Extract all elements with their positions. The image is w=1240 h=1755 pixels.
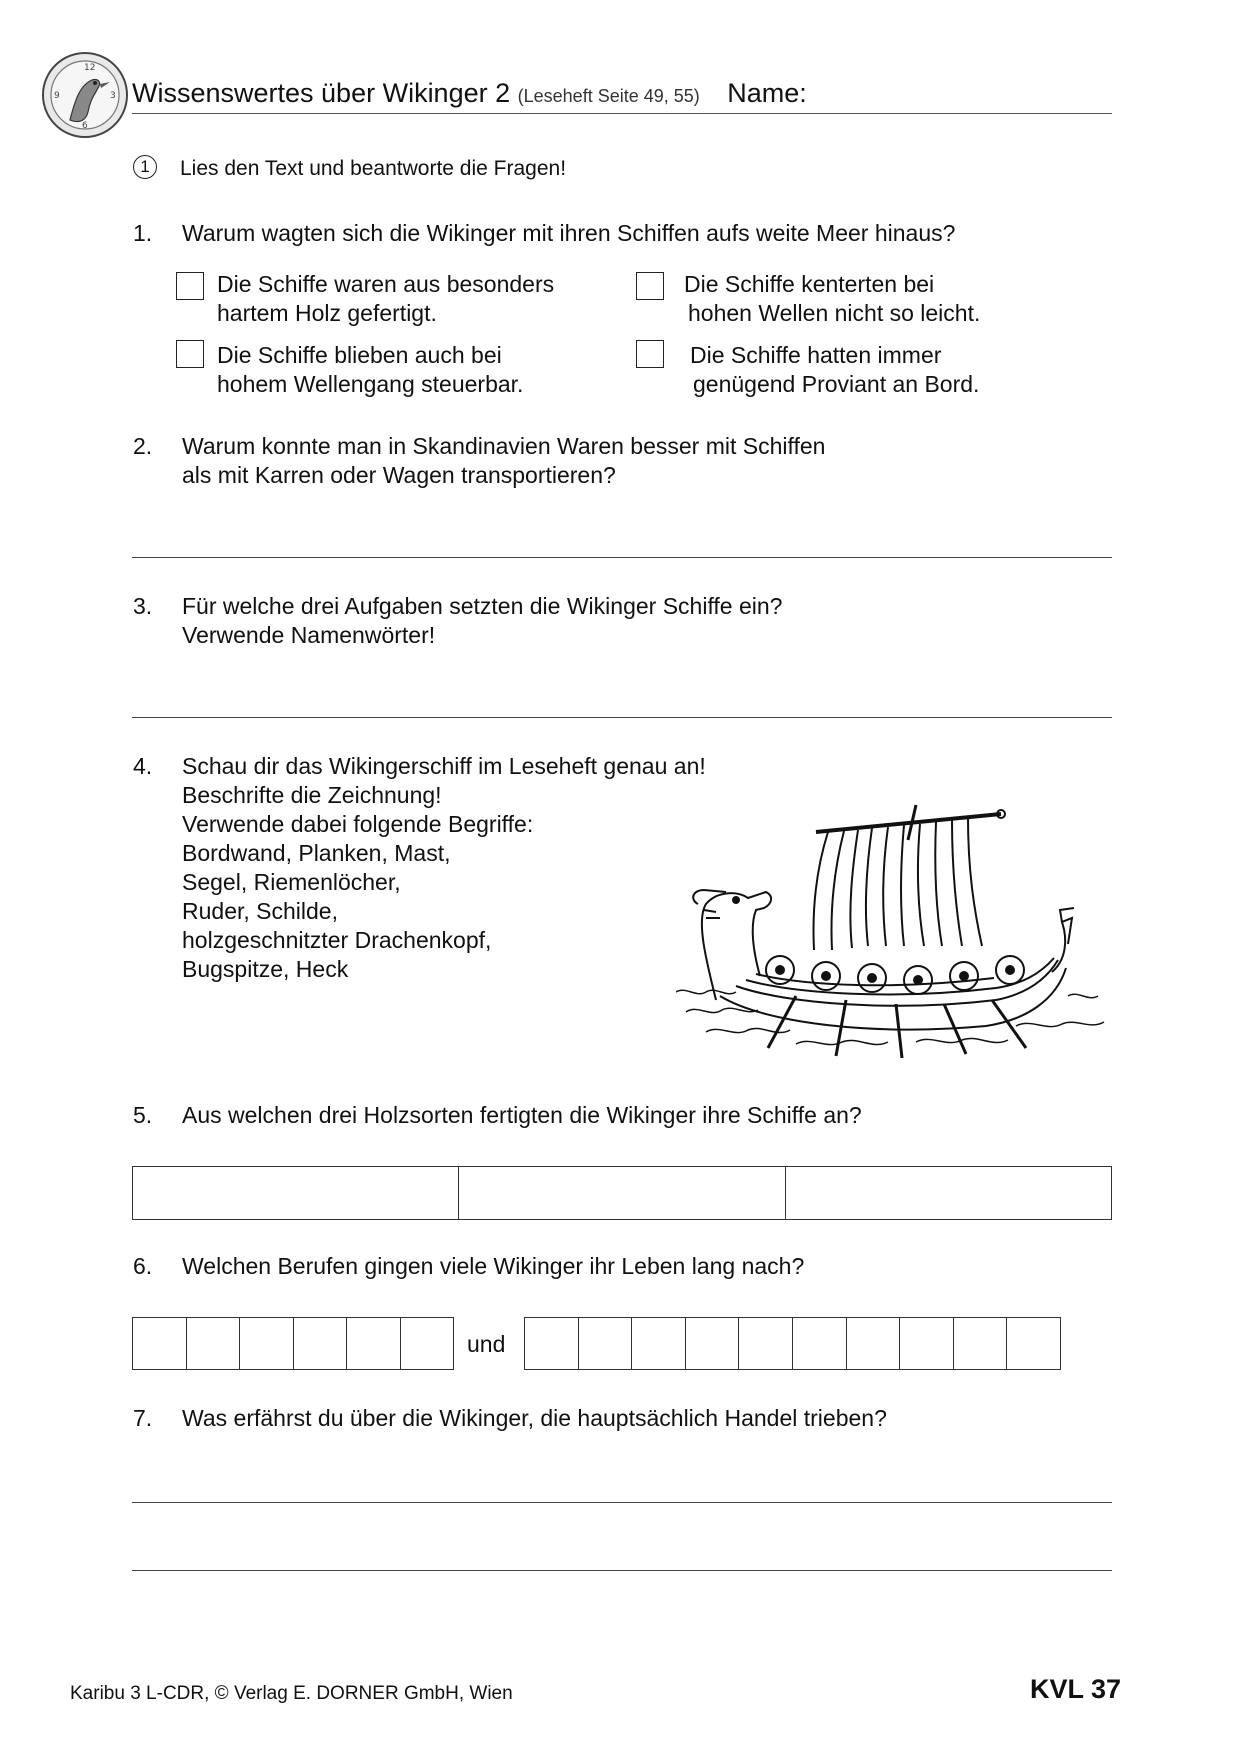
- answer-line-7b[interactable]: [132, 1570, 1112, 1571]
- answer-line-2[interactable]: [132, 557, 1112, 558]
- question-3-line2: Verwende Namenwörter!: [182, 622, 436, 648]
- clock-bird-logo: [40, 50, 130, 140]
- title-text: Wissenswertes über Wikinger 2: [132, 78, 511, 108]
- question-2-line1: Warum konnte man in Skandinavien Waren besser mit Schiffen: [182, 433, 826, 459]
- wood-answer-cell-2[interactable]: [459, 1167, 785, 1220]
- letter-box[interactable]: [186, 1318, 240, 1370]
- option-1-line1: Die Schiffe waren aus besonders: [217, 271, 555, 297]
- question-4-term-line4: holzgeschnitzter Drachenkopf,: [182, 927, 492, 953]
- letter-box[interactable]: [792, 1318, 846, 1370]
- title-underline: [132, 113, 1112, 114]
- question-1-number: 1.: [133, 220, 153, 246]
- wood-answer-table: [132, 1166, 1112, 1220]
- letter-box[interactable]: [739, 1318, 793, 1370]
- question-5-text: Aus welchen drei Holzsorten fertigten die Wikinger ihre Schiffe an?: [182, 1102, 862, 1128]
- letter-box[interactable]: [133, 1318, 187, 1370]
- question-2-line2: als mit Karren oder Wagen transportieren?: [182, 462, 616, 488]
- page-title: [132, 78, 807, 109]
- question-2-number: 2.: [133, 433, 153, 459]
- letter-box[interactable]: [293, 1318, 347, 1370]
- question-4-term-line2: Segel, Riemenlöcher,: [182, 869, 401, 895]
- page-code: KVL 37: [1030, 1674, 1122, 1704]
- instruction-text: Lies den Text und beantworte die Fragen!: [180, 157, 567, 180]
- option-3-line1: Die Schiffe blieben auch bei: [217, 342, 502, 368]
- instruction-number: 1: [133, 155, 157, 179]
- question-6-text: Welchen Berufen gingen viele Wikinger ihr Leben lang nach?: [182, 1253, 805, 1279]
- question-4-term-line5: Bugspitze, Heck: [182, 956, 349, 982]
- viking-ship-illustration: [676, 800, 1106, 1062]
- option-3-checkbox[interactable]: [176, 340, 204, 368]
- letter-box[interactable]: [400, 1318, 454, 1370]
- svg-text:9: 9: [54, 91, 60, 101]
- svg-text:3: 3: [110, 91, 116, 101]
- svg-text:6: 6: [82, 121, 88, 131]
- letter-box[interactable]: [578, 1318, 632, 1370]
- profession-1-letter-grid: [132, 1317, 454, 1370]
- title-source: (Leseheft Seite 49, 55): [517, 86, 700, 106]
- option-4-line1: Die Schiffe hatten immer: [690, 342, 942, 368]
- wood-answer-cell-3[interactable]: [785, 1167, 1111, 1220]
- option-4-line2: genügend Proviant an Bord.: [693, 371, 980, 397]
- profession-2-letter-grid: [524, 1317, 1061, 1370]
- letter-box[interactable]: [525, 1318, 579, 1370]
- question-4-number: 4.: [133, 753, 153, 779]
- letter-box[interactable]: [240, 1318, 294, 1370]
- letter-box[interactable]: [347, 1318, 401, 1370]
- option-4-checkbox[interactable]: [636, 340, 664, 368]
- option-2-line1: Die Schiffe kenterten bei: [684, 271, 935, 297]
- question-3-line1: Für welche drei Aufgaben setzten die Wikinger Schiffe ein?: [182, 593, 783, 619]
- svg-text:12: 12: [84, 63, 96, 73]
- question-4-term-line1: Bordwand, Planken, Mast,: [182, 840, 451, 866]
- footer-copyright: Karibu 3 L-CDR, © Verlag E. DORNER GmbH, Wien: [70, 1683, 513, 1704]
- option-1-checkbox[interactable]: [176, 272, 204, 300]
- letter-box[interactable]: [685, 1318, 739, 1370]
- question-7-number: 7.: [133, 1405, 153, 1431]
- option-2-checkbox[interactable]: [636, 272, 664, 300]
- question-6-number: 6.: [133, 1253, 153, 1279]
- option-2-line2: hohen Wellen nicht so leicht.: [688, 300, 981, 326]
- question-3-number: 3.: [133, 593, 153, 619]
- wood-answer-cell-1[interactable]: [133, 1167, 459, 1220]
- question-5-number: 5.: [133, 1102, 153, 1128]
- answer-line-7a[interactable]: [132, 1502, 1112, 1503]
- question-4-line2: Beschrifte die Zeichnung!: [182, 782, 442, 808]
- answer-line-3[interactable]: [132, 717, 1112, 718]
- letter-box[interactable]: [953, 1318, 1007, 1370]
- letter-box[interactable]: [846, 1318, 900, 1370]
- question-4-term-line3: Ruder, Schilde,: [182, 898, 338, 924]
- name-label: Name:: [727, 78, 807, 108]
- connector-und: und: [467, 1331, 506, 1357]
- letter-box[interactable]: [1007, 1318, 1061, 1370]
- question-7-text: Was erfährst du über die Wikinger, die hauptsächlich Handel trieben?: [182, 1405, 887, 1431]
- question-4-line1: Schau dir das Wikingerschiff im Leseheft genau an!: [182, 753, 706, 779]
- option-1-line2: hartem Holz gefertigt.: [217, 300, 437, 326]
- option-3-line2: hohem Wellengang steuerbar.: [217, 371, 524, 397]
- question-1-text: Warum wagten sich die Wikinger mit ihren Schiffen aufs weite Meer hinaus?: [182, 220, 956, 246]
- letter-box[interactable]: [632, 1318, 686, 1370]
- question-4-line3: Verwende dabei folgende Begriffe:: [182, 811, 534, 837]
- letter-box[interactable]: [900, 1318, 954, 1370]
